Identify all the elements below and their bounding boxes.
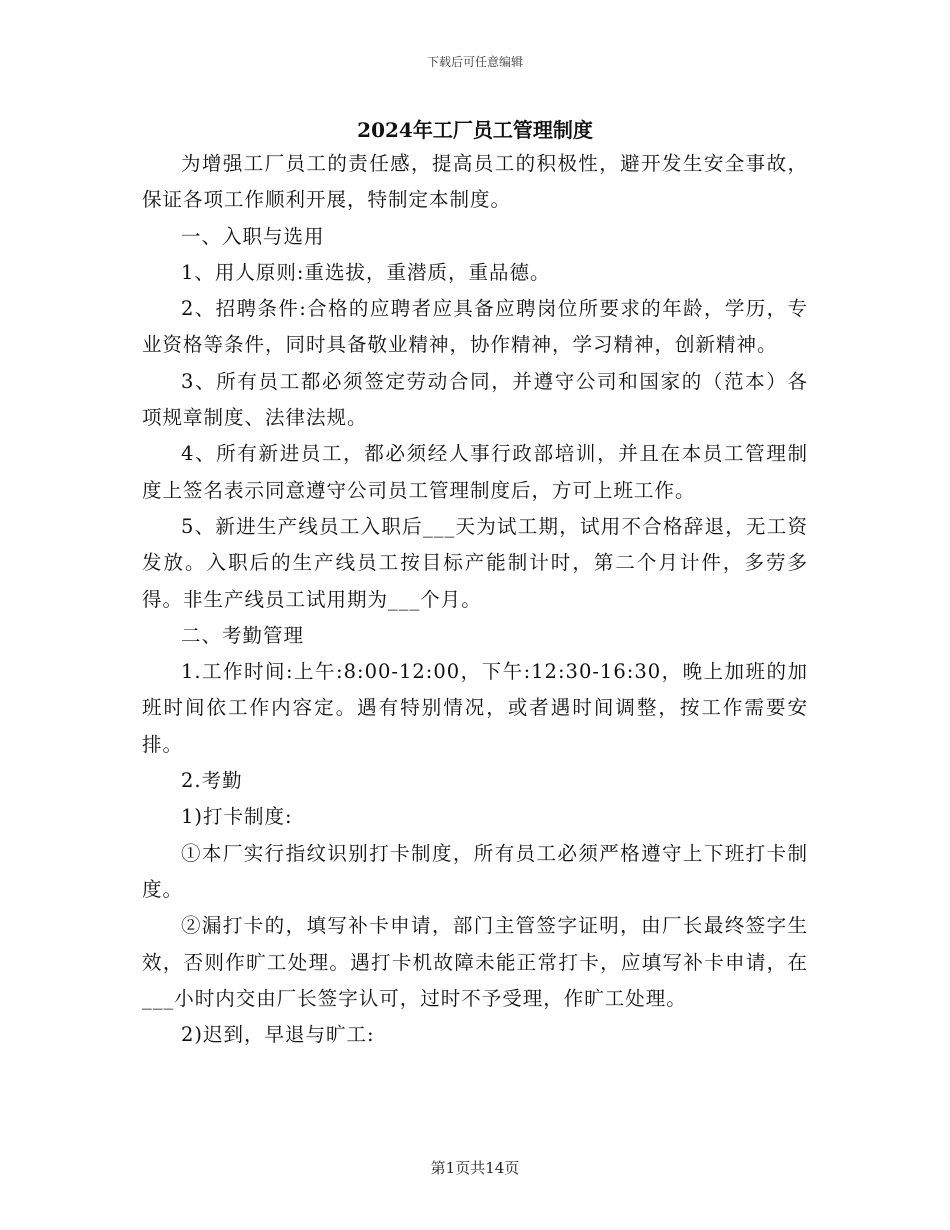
section-heading-attendance: 二、考勤管理 bbox=[181, 623, 305, 647]
paragraph-probation: 5、新进生产线员工入职后___天为试工期，试用不合格辞退，无工资发放。入职后的生产线员工按目标产能制计时，第二个月计件，多劳多得。非生产线员工试用期为___个月。 bbox=[142, 514, 808, 611]
paragraph-missed-clock: ②漏打卡的，填写补卡申请，部门主管签字证明，由厂长最终签字生效，否则作旷工处理。遇打卡机故障未能正常打卡，应填写补卡申请，在___小时内交由厂长签字认可，过时不予受理，作旷工处理。 bbox=[142, 914, 808, 1010]
paragraph-attendance: 2.考勤 bbox=[181, 769, 243, 793]
paragraph-fingerprint: ①本厂实行指纹识别打卡制度，所有员工必须严格遵守上下班打卡制度。 bbox=[142, 841, 808, 901]
paragraph-labor-contract: 3、所有员工都必须签定劳动合同，并遵守公司和国家的（范本）各项规章制度、法律法规。 bbox=[142, 369, 808, 430]
page-header: 下载后可任意编辑 bbox=[426, 55, 523, 69]
paragraph-clock-in-rule: 1)打卡制度: bbox=[181, 805, 293, 829]
document-title: 2024年工厂员工管理制度 bbox=[357, 118, 593, 142]
paragraph-training: 4、所有新进员工，都必须经人事行政部培训，并且在本员工管理制度上签名表示同意遵守公司员工管理制度后，方可上班工作。 bbox=[142, 442, 808, 502]
paragraph-intro: 为增强工厂员工的责任感，提高员工的积极性，避开发生安全事故，保证各项工作顺利开展，特制定本制度。 bbox=[142, 152, 808, 212]
section-heading-onboarding: 一、入职与选用 bbox=[181, 224, 325, 248]
paragraph-work-hours: 1.工作时间:上午:8:00-12:00，下午:12:30-16:30，晚上加班的加班时间依工作内容定。遇有特别情况，或者遇时间调整，按工作需要安排。 bbox=[142, 660, 808, 756]
document-body bbox=[142, 146, 808, 1053]
paragraph-recruit-conditions: 2、招聘条件:合格的应聘者应具备应聘岗位所要求的年龄，学历，专业资格等条件，同时具备敬业精神，协作精神，学习精神，创新精神。 bbox=[142, 297, 808, 357]
paragraph-hiring-principle: 1、用人原则:重选拔，重潜质，重品德。 bbox=[181, 260, 551, 284]
paragraph-late-absence: 2)迟到，早退与旷工: bbox=[181, 1023, 375, 1047]
page-number: 第1页共14页 bbox=[430, 1159, 520, 1177]
